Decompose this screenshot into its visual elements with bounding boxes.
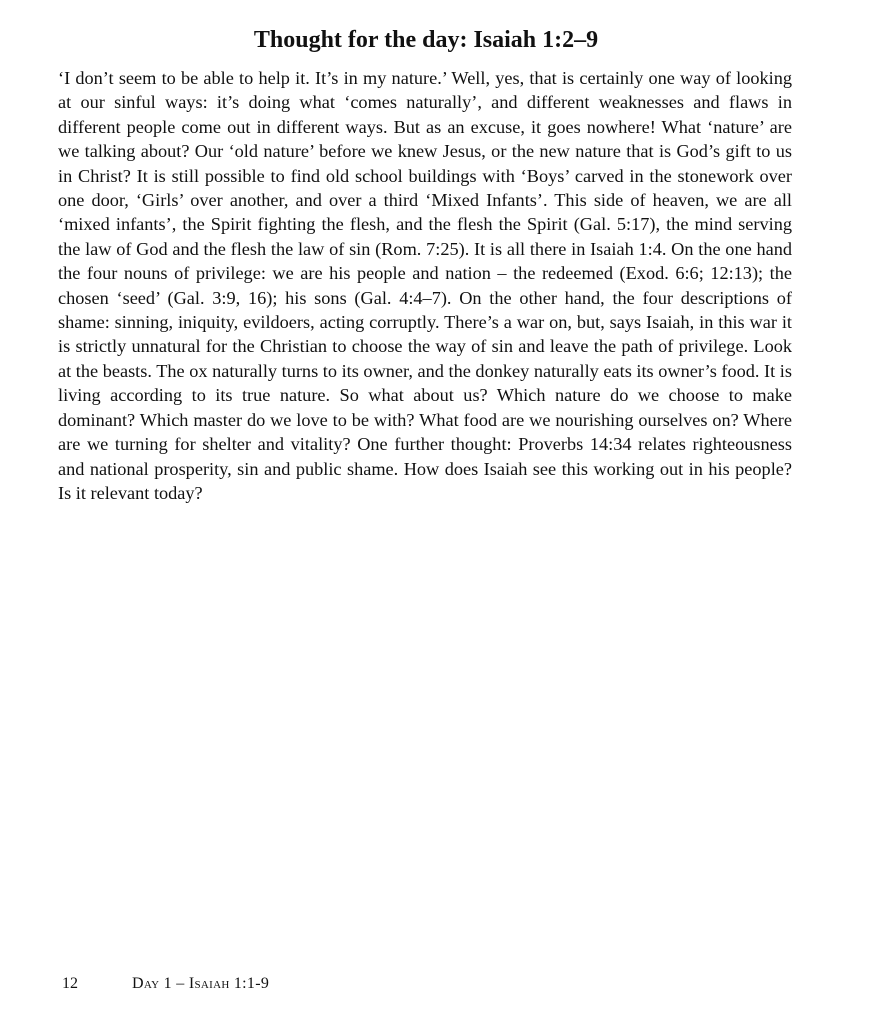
page-title: Thought for the day: Isaiah 1:2–9: [253, 27, 599, 53]
page-number: 12: [62, 975, 78, 992]
page-footer: [62, 972, 269, 996]
body-paragraph: ‘I don’t seem to be able to help it. It’s in my nature.’ Well, yes, that is certainly one way of looking at our sinful ways: it’s doing what ‘comes naturally’, and different weaknesses and flaws in different people come out in different ways. But as an excuse, it goes nowhere! What ‘nature’ are we talking about? Our ‘old nature’ before we knew Jesus, or the new nature that is God’s gift to us in Christ? It is still possible to find old school buildings with ‘Boys’ carved in the stonework over one door, ‘Girls’ over another, and over a third ‘Mixed Infants’. This side of heaven, we are all ‘mixed infants’, the Spirit fighting the flesh, and the flesh the Spirit (Gal. 5:17), the mind serving the law of God and the flesh the law of sin (Rom. 7:25). It is all there in Isaiah 1:4. On the one hand the four nouns of privilege: we are his people and nation – the redeemed (Exod. 6:6; 12:13); the chosen ‘seed’ (Gal. 3:9, 16); his sons (Gal. 4:4–7). On the other hand, the four descriptions of shame: sinning, iniquity, evildoers, acting corruptly. There’s a war on, but, says Isaiah, in this war it is strictly unnatural for the Christian to choose the way of sin and leave the path of privilege. Look at the beasts. The ox naturally turns to its owner, and the donkey naturally eats its owner’s food. It is living according to its true nature. So what about us? Which nature do we choose to make dominant? Which master do we love to be with? What food are we nourishing ourselves on? Where are we turning for shelter and vitality? One further thought: Proverbs 14:34 relates righteousness and national prosperity, sin and public shame. How does Isaiah see this working out in his people? Is it relevant today?: [58, 68, 792, 503]
running-head: Day 1 – Isaiah 1:1-9: [132, 975, 270, 992]
